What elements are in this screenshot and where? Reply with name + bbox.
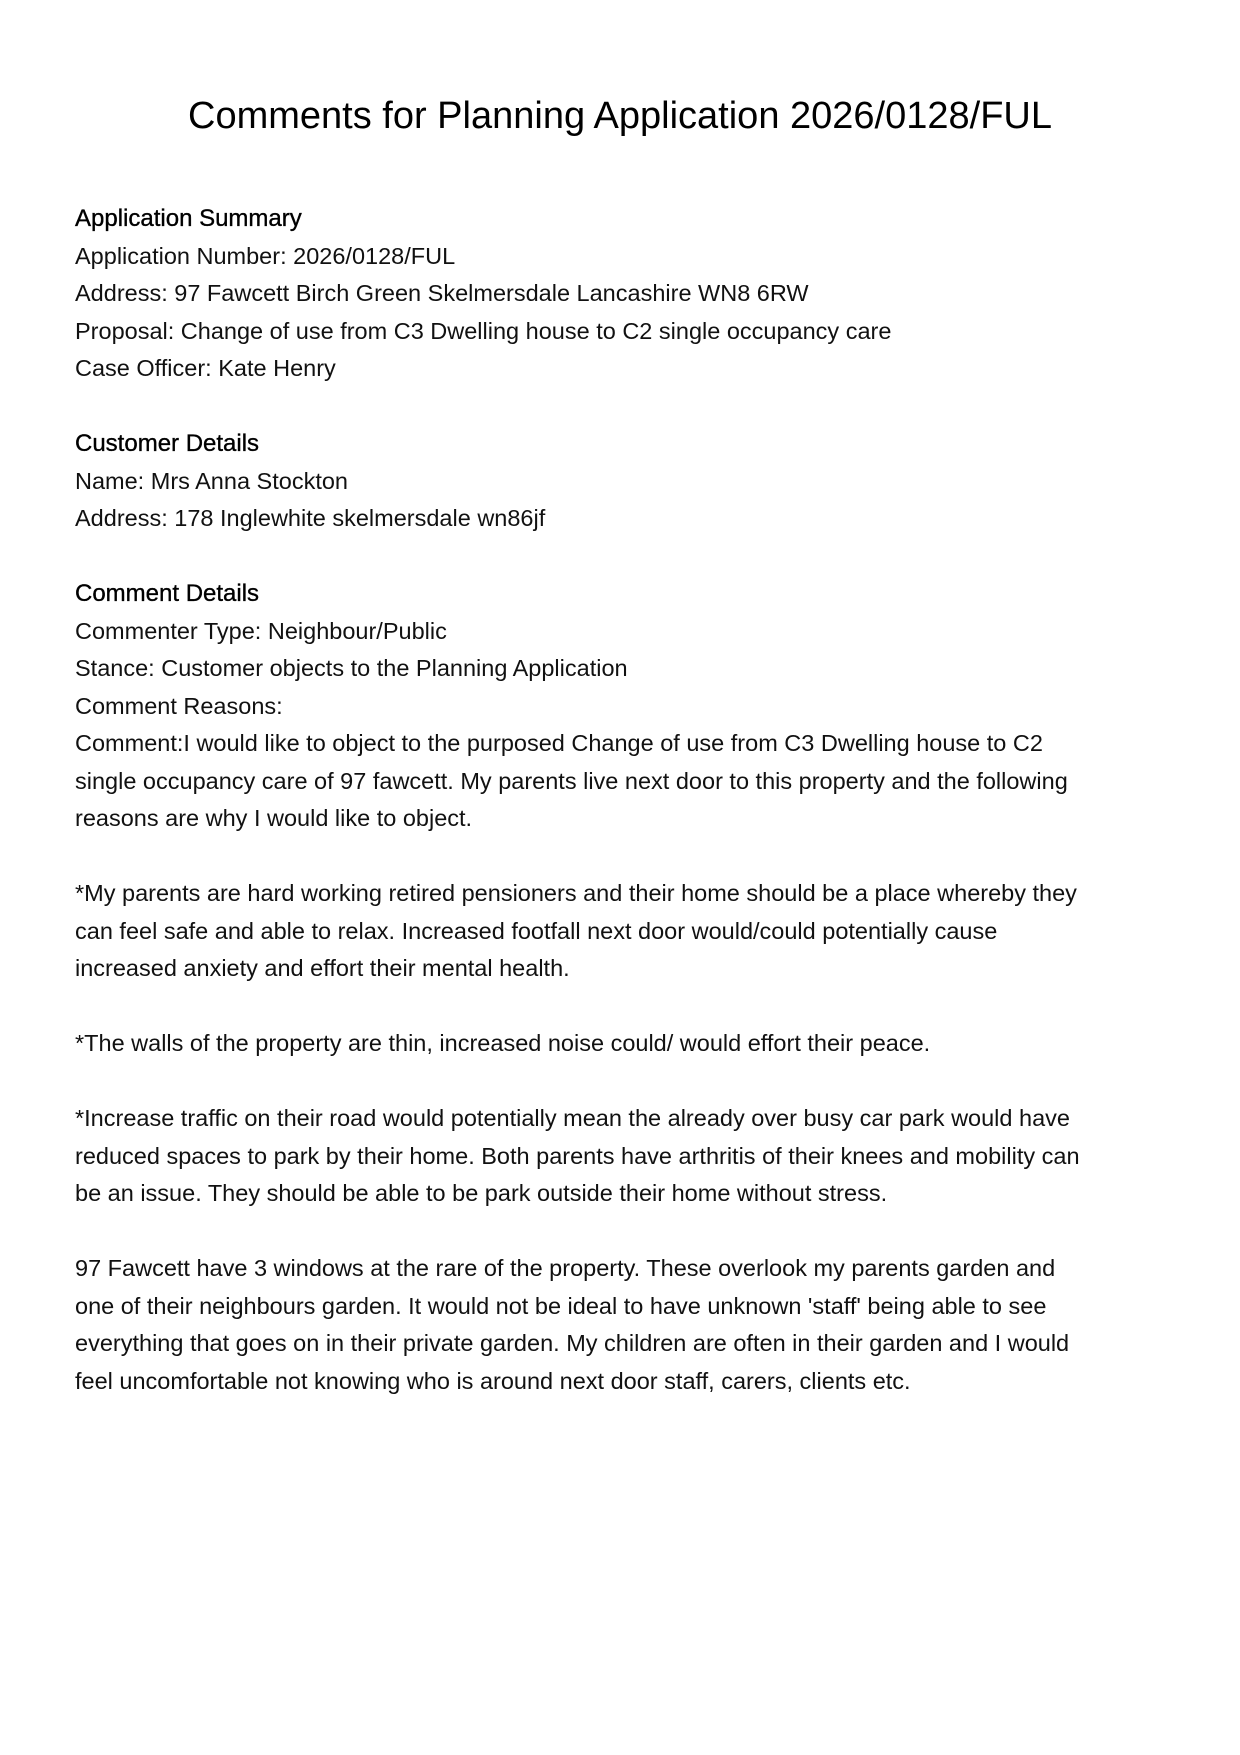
- comment-reasons-line: Comment Reasons:: [75, 692, 283, 719]
- application-proposal-line: Proposal: Change of use from C3 Dwelling house to C2 single occupancy care: [75, 317, 892, 344]
- comment-text-line: one of their neighbours garden. It would not be ideal to have unknown 'staff' being able to see: [75, 1292, 1047, 1319]
- section-spacer: [75, 538, 1165, 576]
- comment-text-line: *The walls of the property are thin, increased noise could/ would effort their peace.: [75, 1030, 931, 1056]
- comment-text-line: feel uncomfortable not knowing who is around next door staff, carers, clients etc.: [75, 1367, 911, 1394]
- section-heading-application-summary: Application Summary: [75, 205, 302, 232]
- paragraph-spacer: [75, 1063, 1165, 1101]
- comment-text-line: can feel safe and able to relax. Increased footfall next door would/could potentially cause: [75, 917, 998, 944]
- stance-line: Stance: Customer objects to the Planning Application: [75, 655, 628, 681]
- section-heading-customer-details: Customer Details: [75, 430, 260, 457]
- comment-text-line: *Increase traffic on their road would potentially mean the already over busy car park would have: [75, 1105, 1070, 1131]
- application-summary-section: [75, 200, 1165, 388]
- page-title: Comments for Planning Application 2026/0128/FUL: [188, 95, 1052, 137]
- application-address-line: Address: 97 Fawcett Birch Green Skelmersdale Lancashire WN8 6RW: [75, 280, 809, 306]
- section-heading-comment-details: Comment Details: [75, 580, 260, 607]
- customer-name-line: Name: Mrs Anna Stockton: [75, 467, 348, 494]
- comment-text-line: 97 Fawcett have 3 windows at the rare of the property. These overlook my parents garden and: [75, 1255, 1056, 1281]
- document-content: [75, 200, 1165, 1400]
- paragraph-spacer: [75, 988, 1165, 1026]
- application-number-line: Application Number: 2026/0128/FUL: [75, 242, 456, 269]
- customer-details-section: [75, 425, 1165, 538]
- comment-text-line: *My parents are hard working retired pensioners and their home should be a place whereby they: [75, 880, 1077, 906]
- comment-details-section: [75, 575, 1165, 1400]
- comment-paragraph: [75, 1025, 1165, 1063]
- paragraph-spacer: [75, 1213, 1165, 1251]
- section-spacer: [75, 388, 1165, 426]
- comment-text-line: single occupancy care of 97 fawcett. My parents live next door to this property and the following: [75, 767, 1068, 794]
- comment-paragraph: [75, 1100, 1165, 1213]
- comment-text-line: reasons are why I would like to object.: [75, 805, 473, 831]
- comment-paragraph: [75, 875, 1165, 988]
- comment-text-line: reduced spaces to park by their home. Both parents have arthritis of their knees and mobility can: [75, 1142, 1080, 1169]
- case-officer-line: Case Officer: Kate Henry: [75, 355, 336, 381]
- comment-text-line: increased anxiety and effort their mental health.: [75, 955, 570, 981]
- comment-text-line: Comment:I would like to object to the purposed Change of use from C3 Dwelling house to C2: [75, 730, 1043, 756]
- commenter-type-line: Commenter Type: Neighbour/Public: [75, 617, 447, 644]
- comment-paragraph: [75, 725, 1165, 838]
- comment-text-line: everything that goes on in their private garden. My children are often in their garden and I would: [75, 1330, 1070, 1356]
- comment-text-line: be an issue. They should be able to be park outside their home without stress.: [75, 1180, 888, 1206]
- comment-paragraph: [75, 1250, 1165, 1400]
- paragraph-spacer: [75, 838, 1165, 876]
- customer-address-line: Address: 178 Inglewhite skelmersdale wn86jf: [75, 505, 546, 531]
